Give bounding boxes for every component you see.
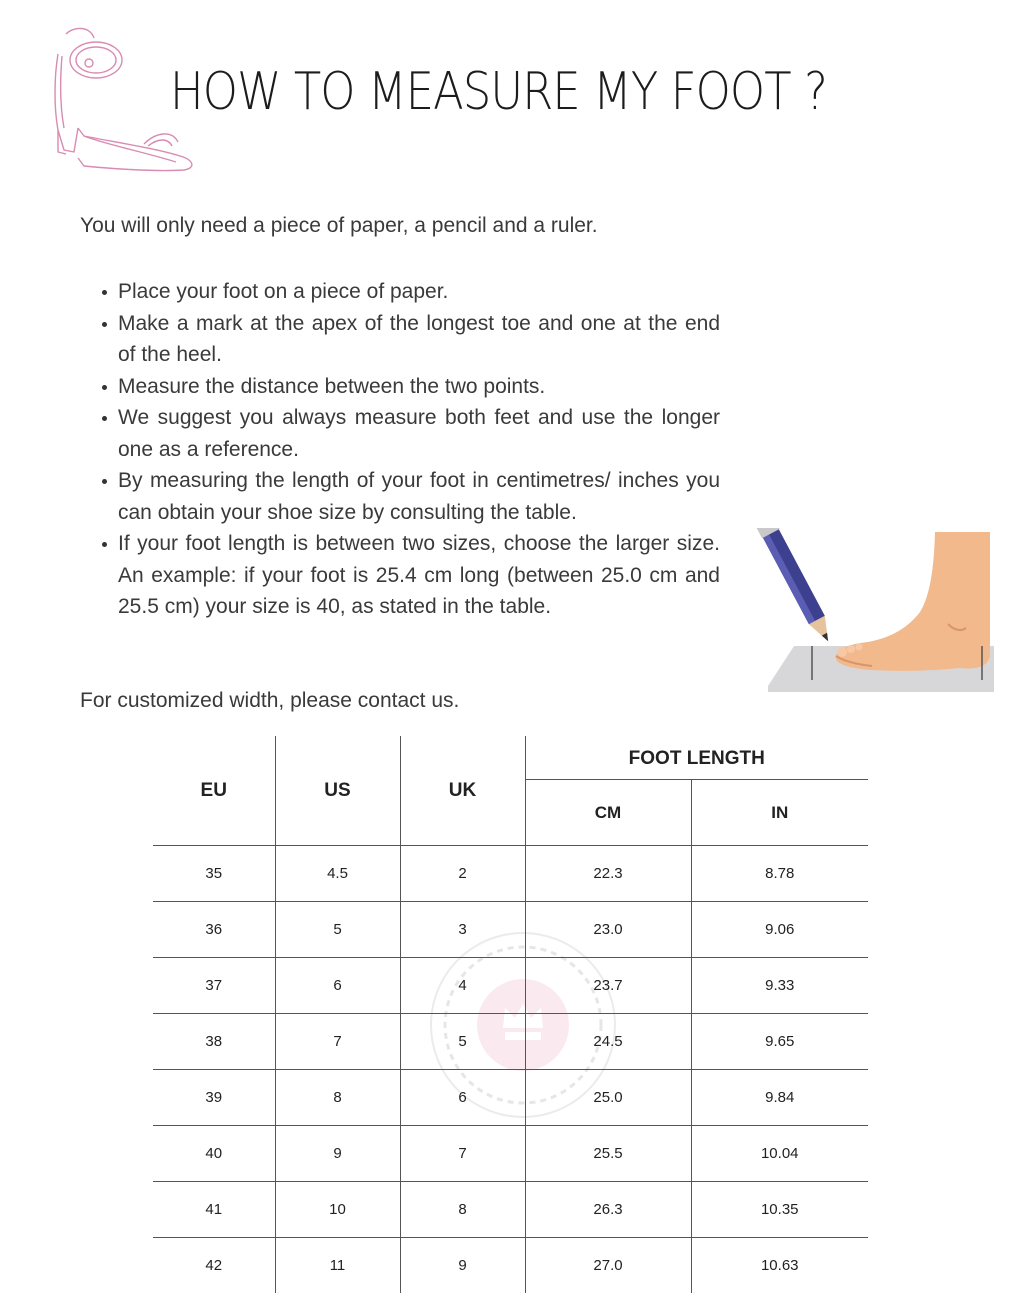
table-row [153, 902, 868, 958]
cell-uk: 7 [400, 1126, 525, 1182]
cell-us: 8 [275, 1070, 400, 1126]
list-item: By measuring the length of your foot in centimetres/ inches you can obtain your shoe size by consulting the table. [100, 465, 720, 528]
cell-in: 9.84 [691, 1070, 868, 1126]
list-item: We suggest you always measure both feet and use the longer one as a reference. [100, 402, 720, 465]
cell-cm: 22.3 [525, 846, 691, 902]
list-item: Measure the distance between the two points. [100, 371, 720, 403]
table-row [153, 1070, 868, 1126]
cell-uk: 3 [400, 902, 525, 958]
cell-cm: 24.5 [525, 1014, 691, 1070]
cell-us: 5 [275, 902, 400, 958]
cell-in: 10.35 [691, 1182, 868, 1238]
cell-eu: 40 [153, 1126, 275, 1182]
cell-cm: 26.3 [525, 1182, 691, 1238]
size-chart-table [153, 736, 868, 1293]
cell-uk: 2 [400, 846, 525, 902]
cell-in: 9.06 [691, 902, 868, 958]
cell-uk: 5 [400, 1014, 525, 1070]
cell-eu: 35 [153, 846, 275, 902]
list-item: Place your foot on a piece of paper. [100, 276, 720, 308]
cell-eu: 36 [153, 902, 275, 958]
header-in: IN [691, 780, 868, 846]
cell-eu: 41 [153, 1182, 275, 1238]
intro-text: You will only need a piece of paper, a pencil and a ruler. [80, 214, 598, 238]
cell-cm: 23.7 [525, 958, 691, 1014]
cell-us: 7 [275, 1014, 400, 1070]
list-item: Make a mark at the apex of the longest toe and one at the end of the heel. [100, 308, 720, 371]
cell-cm: 25.0 [525, 1070, 691, 1126]
contact-note: For customized width, please contact us. [80, 689, 459, 713]
instruction-list [100, 276, 720, 623]
header-eu: EU [153, 736, 275, 846]
cell-uk: 6 [400, 1070, 525, 1126]
cell-us: 10 [275, 1182, 400, 1238]
cell-cm: 23.0 [525, 902, 691, 958]
cell-uk: 4 [400, 958, 525, 1014]
header-foot-length: FOOT LENGTH [525, 736, 868, 780]
list-item: If your foot length is between two sizes, choose the larger size. An example: if your foot is 25.4 cm long (between 25.0 cm and 25.5 cm) your size is 40, as stated in the table. [100, 528, 720, 623]
cell-uk: 8 [400, 1182, 525, 1238]
cell-in: 9.65 [691, 1014, 868, 1070]
cell-eu: 39 [153, 1070, 275, 1126]
cell-us: 11 [275, 1238, 400, 1293]
foot-measuring-pencil-icon [750, 528, 1000, 698]
table-row [153, 1238, 868, 1293]
cell-in: 10.63 [691, 1238, 868, 1293]
cell-us: 4.5 [275, 846, 400, 902]
cell-eu: 38 [153, 1014, 275, 1070]
cell-cm: 25.5 [525, 1126, 691, 1182]
table-row [153, 958, 868, 1014]
size-table [153, 736, 868, 1293]
header-cm: CM [525, 780, 691, 846]
header-uk: UK [400, 736, 525, 846]
cell-in: 10.04 [691, 1126, 868, 1182]
cell-us: 6 [275, 958, 400, 1014]
header-us: US [275, 736, 400, 846]
cell-in: 8.78 [691, 846, 868, 902]
cell-eu: 42 [153, 1238, 275, 1293]
cell-eu: 37 [153, 958, 275, 1014]
table-row [153, 1182, 868, 1238]
table-row [153, 1126, 868, 1182]
cell-in: 9.33 [691, 958, 868, 1014]
table-row [153, 1014, 868, 1070]
page-title: HOW TO MEASURE MY FOOT ? [170, 62, 827, 122]
table-row [153, 846, 868, 902]
cell-cm: 27.0 [525, 1238, 691, 1293]
cell-uk: 9 [400, 1238, 525, 1293]
cell-us: 9 [275, 1126, 400, 1182]
